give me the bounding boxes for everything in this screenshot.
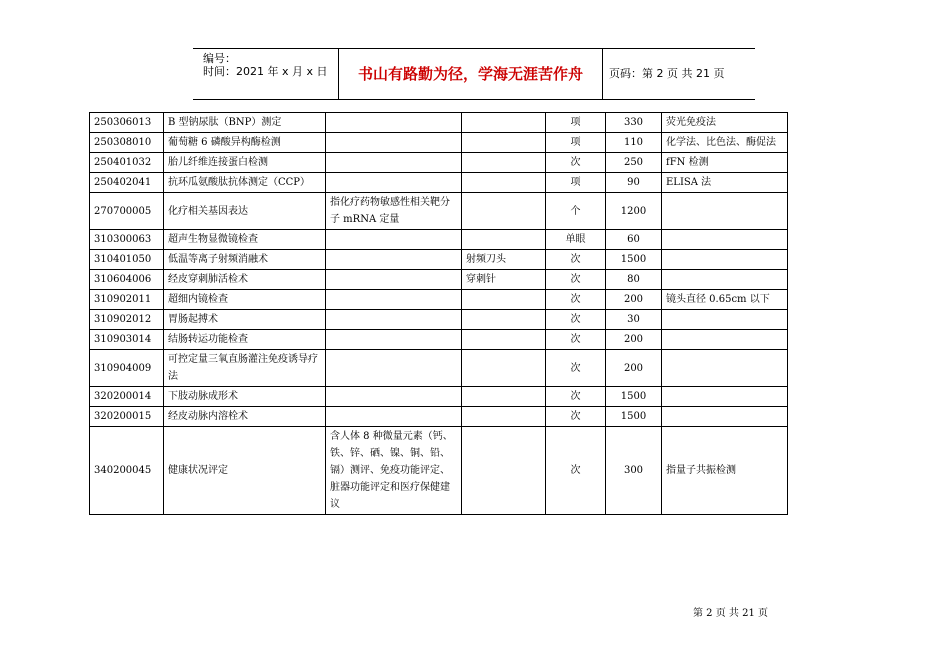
header-meta	[203, 49, 338, 99]
number-label: 编号：	[203, 52, 236, 65]
item-code-cell: 320200015	[90, 407, 164, 427]
item-content-cell	[326, 290, 462, 310]
price-cell: 1200	[606, 193, 662, 230]
item-content-cell	[326, 230, 462, 250]
price-cell: 1500	[606, 387, 662, 407]
item-content-cell	[326, 330, 462, 350]
item-name-cell: B 型钠尿肽（BNP）测定	[164, 113, 326, 133]
excluded-content-cell	[462, 113, 546, 133]
item-name-cell: 化疗相关基因表达	[164, 193, 326, 230]
excluded-content-cell	[462, 133, 546, 153]
price-cell: 90	[606, 173, 662, 193]
item-name-cell: 经皮穿刺肺活检术	[164, 270, 326, 290]
header-motto: 书山有路勤为径，学海无涯苦作舟	[357, 65, 583, 83]
note-cell	[662, 350, 788, 387]
item-name-cell: 可控定量三氧直肠灌注免疫诱导疗法	[164, 350, 326, 387]
unit-cell: 次	[546, 330, 606, 350]
item-content-cell	[326, 173, 462, 193]
note-cell	[662, 230, 788, 250]
item-code-cell: 310401050	[90, 250, 164, 270]
note-cell: ELISA 法	[662, 173, 788, 193]
item-content-cell	[326, 133, 462, 153]
table-row	[90, 270, 788, 290]
table-row	[90, 350, 788, 387]
item-name-cell: 胎儿纤维连接蛋白检测	[164, 153, 326, 173]
price-cell: 1500	[606, 250, 662, 270]
item-content-cell	[326, 310, 462, 330]
table-row	[90, 290, 788, 310]
item-code-cell: 310604006	[90, 270, 164, 290]
item-name-cell: 葡萄糖 6 磷酸异构酶检测	[164, 133, 326, 153]
table-row	[90, 193, 788, 230]
item-name-cell: 健康状况评定	[164, 427, 326, 515]
price-cell: 110	[606, 133, 662, 153]
table-row	[90, 310, 788, 330]
item-code-cell: 310904009	[90, 350, 164, 387]
unit-cell: 个	[546, 193, 606, 230]
item-name-cell: 抗环瓜氨酸肽抗体测定（CCP）	[164, 173, 326, 193]
item-code-cell: 310300063	[90, 230, 164, 250]
excluded-content-cell: 射频刀头	[462, 250, 546, 270]
table-row	[90, 173, 788, 193]
excluded-content-cell	[462, 173, 546, 193]
item-code-cell: 250306013	[90, 113, 164, 133]
item-name-cell: 经皮动脉内溶栓术	[164, 407, 326, 427]
item-content-cell	[326, 350, 462, 387]
footer-page-number: 第 2 页 共 21 页	[693, 608, 768, 619]
table-row	[90, 330, 788, 350]
excluded-content-cell	[462, 153, 546, 173]
page-header	[193, 48, 755, 100]
unit-cell: 次	[546, 153, 606, 173]
unit-cell: 次	[546, 427, 606, 515]
item-code-cell: 310902011	[90, 290, 164, 310]
price-cell: 1500	[606, 407, 662, 427]
item-content-cell	[326, 270, 462, 290]
note-cell	[662, 387, 788, 407]
price-cell: 200	[606, 350, 662, 387]
item-name-cell: 结肠转运功能检查	[164, 330, 326, 350]
item-code-cell: 340200045	[90, 427, 164, 515]
table-row	[90, 387, 788, 407]
note-cell	[662, 270, 788, 290]
pricing-table	[89, 112, 788, 515]
table-row	[90, 153, 788, 173]
excluded-content-cell	[462, 193, 546, 230]
item-code-cell: 310903014	[90, 330, 164, 350]
note-cell: 荧光免疫法	[662, 113, 788, 133]
item-name-cell: 超声生物显微镜检查	[164, 230, 326, 250]
price-cell: 330	[606, 113, 662, 133]
excluded-content-cell	[462, 290, 546, 310]
table-row	[90, 427, 788, 515]
item-content-cell	[326, 153, 462, 173]
price-cell: 30	[606, 310, 662, 330]
note-cell	[662, 193, 788, 230]
price-cell: 200	[606, 330, 662, 350]
unit-cell: 次	[546, 270, 606, 290]
header-divider	[602, 49, 603, 99]
excluded-content-cell	[462, 310, 546, 330]
excluded-content-cell	[462, 330, 546, 350]
table-row	[90, 230, 788, 250]
unit-cell: 次	[546, 407, 606, 427]
table-row	[90, 407, 788, 427]
price-cell: 80	[606, 270, 662, 290]
item-content-cell	[326, 407, 462, 427]
unit-cell: 次	[546, 350, 606, 387]
note-cell	[662, 250, 788, 270]
item-content-cell	[326, 387, 462, 407]
item-name-cell: 低温等离子射频消融术	[164, 250, 326, 270]
excluded-content-cell	[462, 387, 546, 407]
item-name-cell: 超细内镜检查	[164, 290, 326, 310]
item-code-cell: 250401032	[90, 153, 164, 173]
note-cell: 镜头直径 0.65cm 以下	[662, 290, 788, 310]
table-body	[90, 113, 788, 515]
unit-cell: 次	[546, 387, 606, 407]
item-content-cell: 指化疗药物敏感性相关靶分子 mRNA 定量	[326, 193, 462, 230]
unit-cell: 项	[546, 133, 606, 153]
price-cell: 60	[606, 230, 662, 250]
time-label: 时间：2021 年 x 月 x 日	[203, 65, 328, 78]
excluded-content-cell	[462, 230, 546, 250]
item-code-cell: 310902012	[90, 310, 164, 330]
item-code-cell: 270700005	[90, 193, 164, 230]
unit-cell: 次	[546, 250, 606, 270]
excluded-content-cell	[462, 407, 546, 427]
unit-cell: 次	[546, 290, 606, 310]
price-cell: 200	[606, 290, 662, 310]
note-cell	[662, 310, 788, 330]
unit-cell: 项	[546, 113, 606, 133]
item-content-cell: 含人体 8 种微量元素（钙、铁、锌、硒、镍、铜、铅、镉）测评、免疫功能评定、脏器功能评定和医疗保健建议	[326, 427, 462, 515]
note-cell: 化学法、比色法、酶促法	[662, 133, 788, 153]
unit-cell: 项	[546, 173, 606, 193]
unit-cell: 单眼	[546, 230, 606, 250]
note-cell: fFN 检测	[662, 153, 788, 173]
note-cell	[662, 330, 788, 350]
table-row	[90, 133, 788, 153]
excluded-content-cell	[462, 427, 546, 515]
header-page-label: 页码：第 2 页 共 21 页	[609, 67, 725, 80]
price-cell: 250	[606, 153, 662, 173]
excluded-content-cell	[462, 350, 546, 387]
item-content-cell	[326, 113, 462, 133]
price-cell: 300	[606, 427, 662, 515]
note-cell	[662, 407, 788, 427]
unit-cell: 次	[546, 310, 606, 330]
table-row	[90, 250, 788, 270]
item-name-cell: 胃肠起搏术	[164, 310, 326, 330]
item-code-cell: 250308010	[90, 133, 164, 153]
item-content-cell	[326, 250, 462, 270]
note-cell: 指量子共振检测	[662, 427, 788, 515]
excluded-content-cell: 穿刺针	[462, 270, 546, 290]
item-name-cell: 下肢动脉成形术	[164, 387, 326, 407]
item-code-cell: 320200014	[90, 387, 164, 407]
table-row	[90, 113, 788, 133]
item-code-cell: 250402041	[90, 173, 164, 193]
